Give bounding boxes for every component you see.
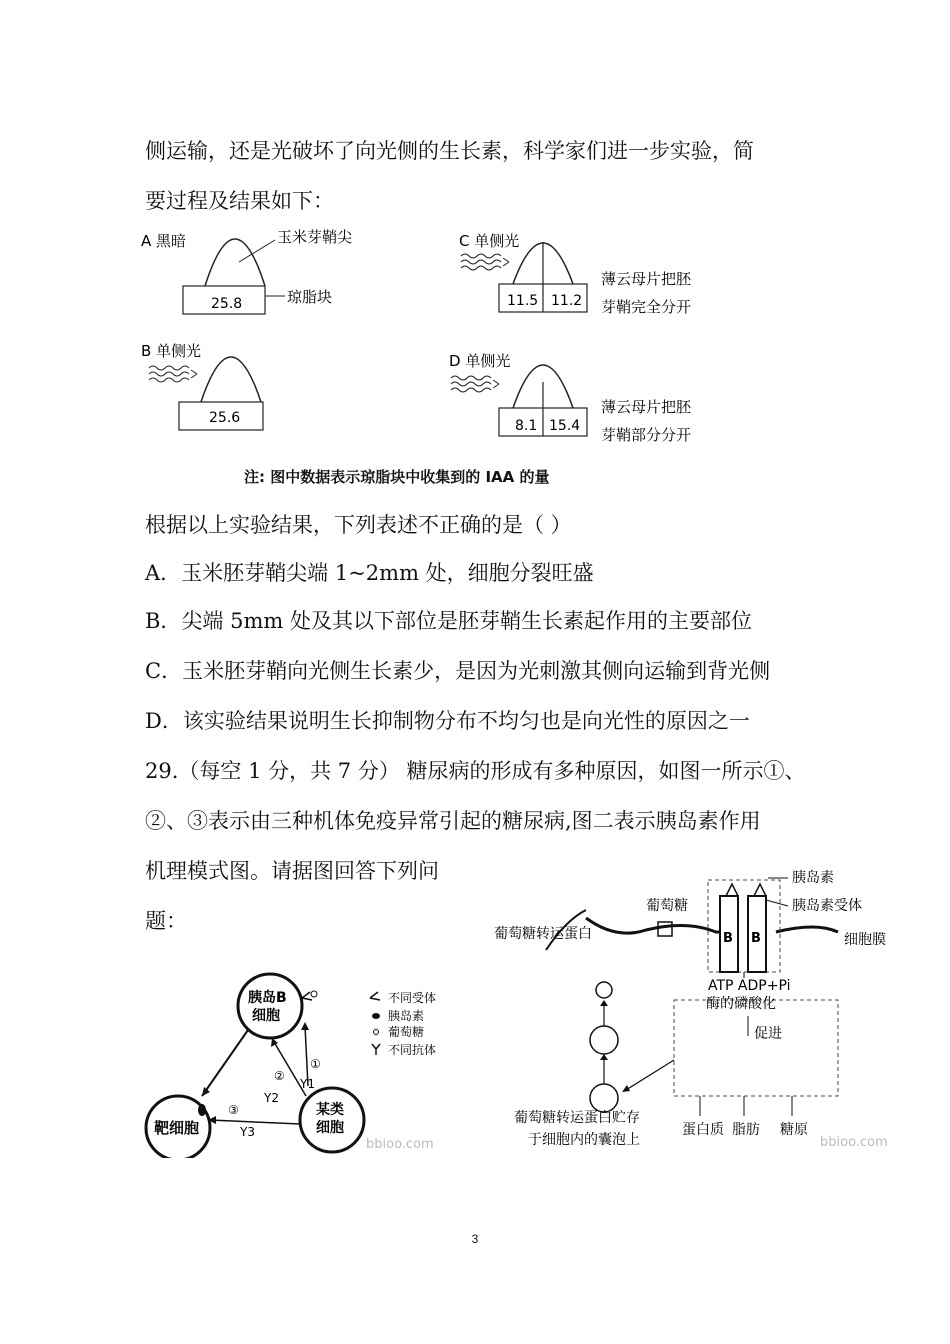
insulin-dot [198,1104,206,1116]
panel-a-coleoptile [205,239,265,286]
panel-c-value-right: 11.2 [551,293,583,309]
transporter-on-membrane [658,922,672,936]
figure-2-watermark: bbioo.com [820,1135,888,1150]
callout-agar: 琼脂块 [287,288,333,306]
marker-1: ① [310,1057,321,1071]
islet-b-cell-label-1: 胰岛B [248,990,287,1006]
receptor-b-right: B [751,931,761,946]
callout-d-line2: 芽鞘部分分开 [601,426,692,444]
label-glucose: 葡萄糖 [646,898,688,914]
label-storage-2: 于细胞内的囊泡上 [528,1132,640,1148]
callout-c-line1: 薄云母片把胚 [601,270,692,288]
target-cell-label: 靶细胞 [154,1119,200,1137]
islet-b-cell [238,974,302,1038]
panel-b-coleoptile [201,357,261,402]
label-storage-1: 葡萄糖转运蛋白贮存 [514,1110,640,1126]
label-enzyme: 酶的磷酸化 [706,996,776,1012]
panel-b-value: 25.6 [209,410,241,426]
output-glycogen: 糖原 [780,1122,808,1138]
antibody-y2: Y2 [264,1091,279,1105]
text-line-2: 要过程及结果如下： [145,189,334,213]
cell-membrane [586,918,838,933]
islet-b-cell-label-2: 细胞 [252,1008,280,1024]
option-b: B．尖端 5mm 处及其以下部位是胚芽鞘生长素起作用的主要部位 [145,609,752,633]
option-d: D．该实验结果说明生长抑制物分布不均匀也是向光性的原因之一 [145,709,750,733]
panel-d-light-arrows [451,376,491,392]
other-cell-label-2: 细胞 [316,1120,344,1136]
receptor-icon [302,992,312,1000]
output-protein: 蛋白质 [682,1122,724,1138]
glucose-icon [311,991,317,997]
figure-2 [486,860,906,1160]
label-transporter: 葡萄糖转运蛋白 [494,926,592,942]
label-membrane: 细胞膜 [844,932,886,948]
option-a: A．玉米胚芽鞘尖端 1~2mm 处，细胞分裂旺盛 [145,561,594,585]
callout-c-line2: 芽鞘完全分开 [601,298,692,316]
label-atp: ATP ADP+Pi [708,978,791,994]
panel-b-label: B 单侧光 [141,342,202,360]
figure-1-watermark: bbioo.com [366,1137,434,1152]
receptor-b-left: B [723,931,733,946]
label-receptor: 胰岛素受体 [792,898,862,914]
label-insulin: 胰岛素 [792,870,834,886]
output-fat: 脂肪 [732,1122,760,1138]
vesicle-2 [590,1084,618,1112]
marker-3: ③ [228,1103,239,1117]
other-cell-label-1: 某类 [316,1102,344,1118]
figure-note: 注: 图中数据表示琼脂块中收集到的 IAA 的量 [244,468,550,486]
panel-d-value-left: 8.1 [515,418,538,434]
callout-tip: 玉米芽鞘尖 [277,228,353,246]
page-number: 3 [471,1232,479,1246]
panel-d-value-right: 15.4 [549,418,581,434]
vesicle-1 [590,1026,618,1054]
panel-c-light-arrows [461,254,501,270]
legend-glucose: 葡萄糖 [388,1025,425,1039]
question-stem: 根据以上实验结果，下列表述不正确的是（ ） [145,513,572,537]
legend-insulin: 胰岛素 [388,1009,425,1023]
antibody-y3: Y3 [240,1125,255,1139]
antibody-y1: Y1 [300,1077,315,1091]
figure-1 [140,968,480,1158]
legend-antibody: 不同抗体 [388,1043,437,1057]
option-c: C．玉米胚芽鞘向光侧生长素少，是因为光刺激其侧向运输到背光侧 [145,659,771,683]
label-promote: 促进 [754,1026,782,1042]
panel-d-label: D 单侧光 [449,352,511,370]
panel-a-label: A 黑暗 [141,232,187,250]
panel-a-value: 25.8 [211,296,243,312]
text-line-1: 侧运输，还是光破坏了向光侧的生长素，科学家们进一步实验，简 [145,139,754,163]
q29-line-3: 机理模式图。请据图回答下列问 [145,859,439,883]
panel-c-label: C 单侧光 [459,232,520,250]
q29-line-1: 29.（每空 1 分，共 7 分） 糖尿病的形成有多种原因，如图一所示①、 [145,759,806,783]
experiment-figure [135,222,735,462]
callout-d-line1: 薄云母片把胚 [601,398,692,416]
panel-b-light-arrows [149,366,189,382]
legend-receptor: 不同受体 [388,991,437,1005]
q29-line-4: 题： [145,909,187,933]
panel-c-value-left: 11.5 [507,293,539,309]
marker-2: ② [274,1069,285,1083]
q29-line-2: ②、③表示由三种机体免疫异常引起的糖尿病,图二表示胰岛素作用 [145,809,761,833]
